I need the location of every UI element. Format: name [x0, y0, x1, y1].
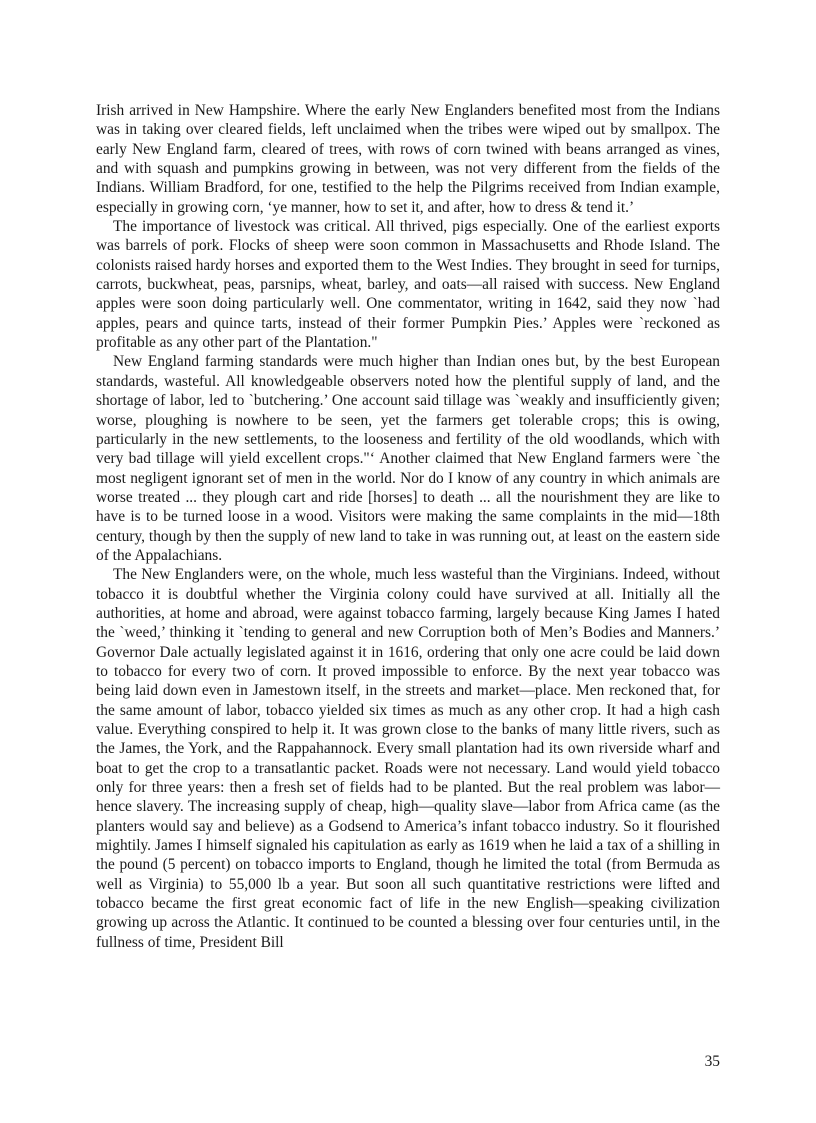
page-body — [96, 101, 720, 952]
paragraph: The New Englanders were, on the whole, much less wasteful than the Virginians. Indeed, without tobacco it is doubtful whether the Virginia colony could have survived at all. Initially all the authorities, at home and abroad, were against tobacco farming, largely because King James I hated the `weed,’ thinking it `tending to general and new Corruption both of Men’s Bodies and Manners.’ Governor Dale actually legislated against it in 1616, ordering that only one acre could be laid down to tobacco for every two of corn. It proved impossible to enforce. By the next year tobacco was being laid down even in Jamestown itself, in the streets and market—place. Men reckoned that, for the same amount of labor, tobacco yielded six times as much as any other crop. It had a high cash value. Everything conspired to help it. It was grown close to the banks of many little rivers, such as the James, the York, and the Rappahannock. Every small plantation had its own riverside wharf and boat to get the crop to a transatlantic packet. Roads were not necessary. Land would yield tobacco only for three years: then a fresh set of fields had to be planted. But the real problem was labor—hence slavery. The increasing supply of cheap, high—quality slave—labor from Africa came (as the planters would say and believe) as a Godsend to America’s infant tobacco industry. So it flourished mightily. James I himself signaled his capitulation as early as 1619 when he laid a tax of a shilling in the pound (5 percent) on tobacco imports to England, though he limited the total (from Bermuda as well as Virginia) to 55,000 lb a year. But soon all such quantitative restrictions were lifted and tobacco became the first great economic fact of life in the new English—speaking civilization growing up across the Atlantic. It continued to be counted a blessing over four centuries until, in the fullness of time, President Bill — [96, 566, 720, 951]
paragraph: New England farming standards were much higher than Indian ones but, by the best European standards, wasteful. All knowledgeable observers noted how the plentiful supply of land, and the shortage of labor, led to `butchering.’ One account said tillage was `weakly and insufficiently given; worse, ploughing is nowhere to be seen, yet the farmers get tolerable crops; this is owing, particularly in the new settlements, to the looseness and fertility of the old woodlands, which with very bad tillage will yield excellent crops."‘ Another claimed that New England farmers were `the most negligent ignorant set of men in the world. Nor do I know of any country in which animals are worse treated ... they plough cart and ride [horses] to death ... all the nourishment they are like to have is to be turned loose in a wood. Visitors were making the same complaints in the mid—18th century, though by then the supply of new land to take in was running out, at least on the eastern side of the Appalachians. — [96, 353, 720, 564]
paragraph: Irish arrived in New Hampshire. Where the early New Englanders benefited most from the Indians was in taking over cleared fields, left unclaimed when the tribes were wiped out by smallpox. The early New England farm, cleared of trees, with rows of corn twined with beans arranged as vines, and with squash and pumpkins growing in between, was not very different from the fields of the Indians. William Bradford, for one, testified to the help the Pilgrims received from Indian example, especially in growing corn, ‘ye manner, how to set it, and after, how to dress & tend it.’ — [96, 102, 720, 216]
page-number: 35 — [704, 1053, 720, 1070]
paragraph: The importance of livestock was critical. All thrived, pigs especially. One of the earliest exports was barrels of pork. Flocks of sheep were soon common in Massachusetts and Rhode Island. The colonists raised hardy horses and exported them to the West Indies. They brought in seed for turnips, carrots, buckwheat, peas, parsnips, wheat, barley, and oats—all raised with success. New England apples were soon doing particularly well. One commentator, writing in 1642, said they now `had apples, pears and quince tarts, instead of their former Pumpkin Pies.’ Apples were `reckoned as profitable as any other part of the Plantation." — [96, 218, 720, 352]
